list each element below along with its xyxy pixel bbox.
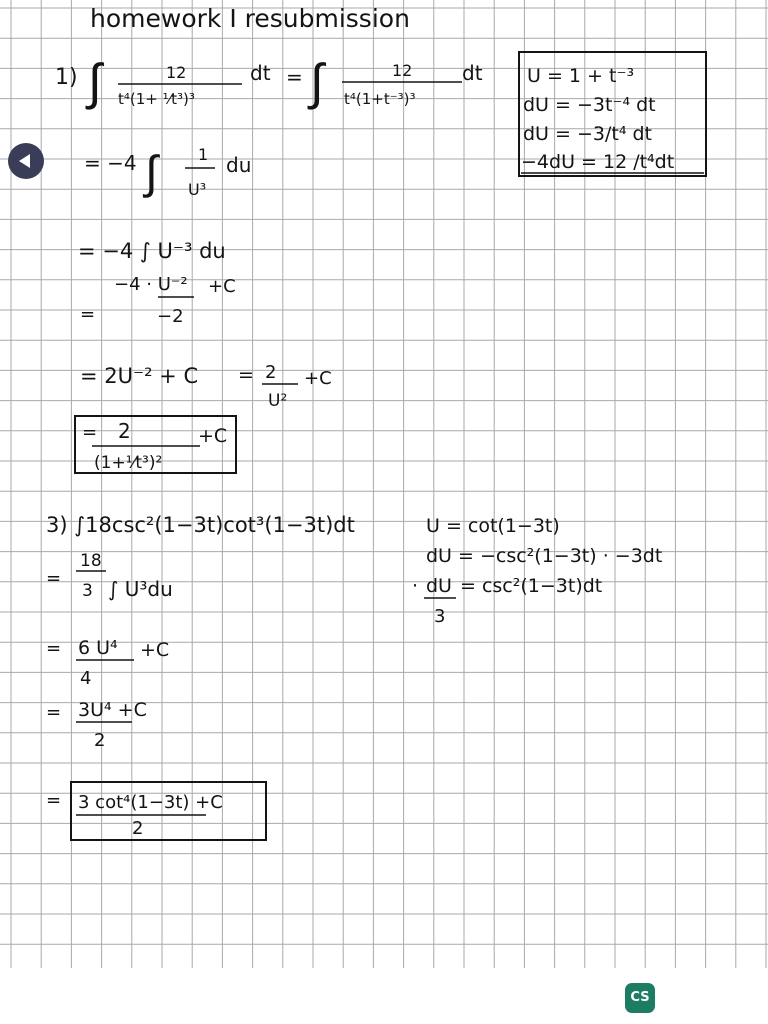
p3-step1-num: 18 — [80, 551, 102, 571]
p3-sub-du: dU = −csc²(1−3t) · −3dt — [426, 545, 663, 567]
p1-step4-num: 2 — [265, 362, 277, 383]
p1-step2: = −4 ∫ U⁻³ du — [78, 239, 226, 263]
p3-step2-num: 6 U⁴ — [78, 637, 118, 659]
p3-step2-plusc: +C — [140, 639, 170, 661]
p1-step4-den: U² — [268, 391, 288, 411]
integral-sign-3: ∫ — [145, 145, 158, 199]
p1-step1-num: 1 — [198, 145, 209, 164]
p1-answer-den: (1+¹⁄t³)² — [94, 453, 163, 473]
back-arrow-icon — [19, 154, 30, 168]
integral-sign: ∫ — [88, 53, 102, 111]
p1-step1-den: U³ — [188, 180, 207, 199]
integral-sign-2: ∫ — [310, 53, 324, 111]
p1-answer-num: 2 — [118, 419, 131, 443]
p3-sub-u: U = cot(1−3t) — [426, 515, 560, 537]
p3-answer-den: 2 — [132, 818, 144, 839]
p1-answer-eq: = — [82, 422, 98, 443]
p3-step3-eq: = — [46, 702, 62, 723]
p1-step1-coef: = −4 — [84, 151, 137, 175]
p3-answer-num: 3 cot⁴(1−3t) +C — [78, 792, 223, 813]
p1-step4: = 2U⁻² + C — [80, 364, 199, 388]
problem-1-number: 1) — [55, 65, 78, 90]
sub-line-2: dU = −3t⁻⁴ dt — [523, 94, 656, 116]
p3-step3-num: 3U⁴ +C — [78, 699, 147, 721]
p3-sub-du3-rest: = csc²(1−3t)dt — [460, 575, 603, 597]
p3-step2-den: 4 — [80, 668, 92, 689]
p1-dt: dt — [250, 61, 271, 85]
p1-answer-plusc: +C — [198, 425, 228, 447]
p3-step1-eq: = — [46, 568, 62, 589]
p1-rhs-numerator: 12 — [392, 61, 413, 80]
p1-step1-du: du — [226, 153, 252, 177]
sub-line-3: dU = −3/t⁴ dt — [523, 123, 652, 145]
p1-rhs-dt: dt — [462, 61, 483, 85]
p3-answer-eq: = — [46, 790, 62, 811]
p1-equals: = — [286, 65, 303, 89]
back-button[interactable] — [8, 143, 44, 179]
p3-step1-den: 3 — [82, 581, 93, 601]
camscanner-logo: CS — [625, 983, 655, 1013]
p1-step3-top: −4 · U⁻² — [114, 274, 188, 295]
sub-line-4: −4dU = 12 /t⁴dt — [521, 151, 675, 173]
p3-sub-du3-prefix: · — [412, 575, 419, 597]
p1-rhs-denominator: t⁴(1+t⁻³)³ — [344, 90, 416, 108]
p1-integrand-denominator: t⁴(1+ ¹⁄t³)³ — [118, 90, 195, 108]
p1-step3-bottom: −2 — [157, 306, 184, 327]
p1-step3-plusc: +C — [208, 276, 236, 297]
page-title: homework I resubmission — [90, 4, 410, 33]
p3-step2-eq: = — [46, 638, 62, 659]
p3-step3-den: 2 — [94, 730, 106, 751]
sub-line-1: U = 1 + t⁻³ — [527, 65, 635, 87]
p3-sub-du3-den: 3 — [434, 606, 446, 627]
p1-integrand-numerator: 12 — [166, 63, 187, 82]
p3-sub-du3-num: dU — [426, 575, 452, 597]
p1-step3-eq: = — [80, 304, 96, 325]
p1-step4-plusc: +C — [304, 368, 332, 389]
p1-step4-eq: = — [238, 364, 254, 386]
p3-heading: 3) ∫18csc²(1−3t)cot³(1−3t)dt — [46, 513, 355, 537]
p3-step1-rest: ∫ U³du — [108, 577, 173, 601]
